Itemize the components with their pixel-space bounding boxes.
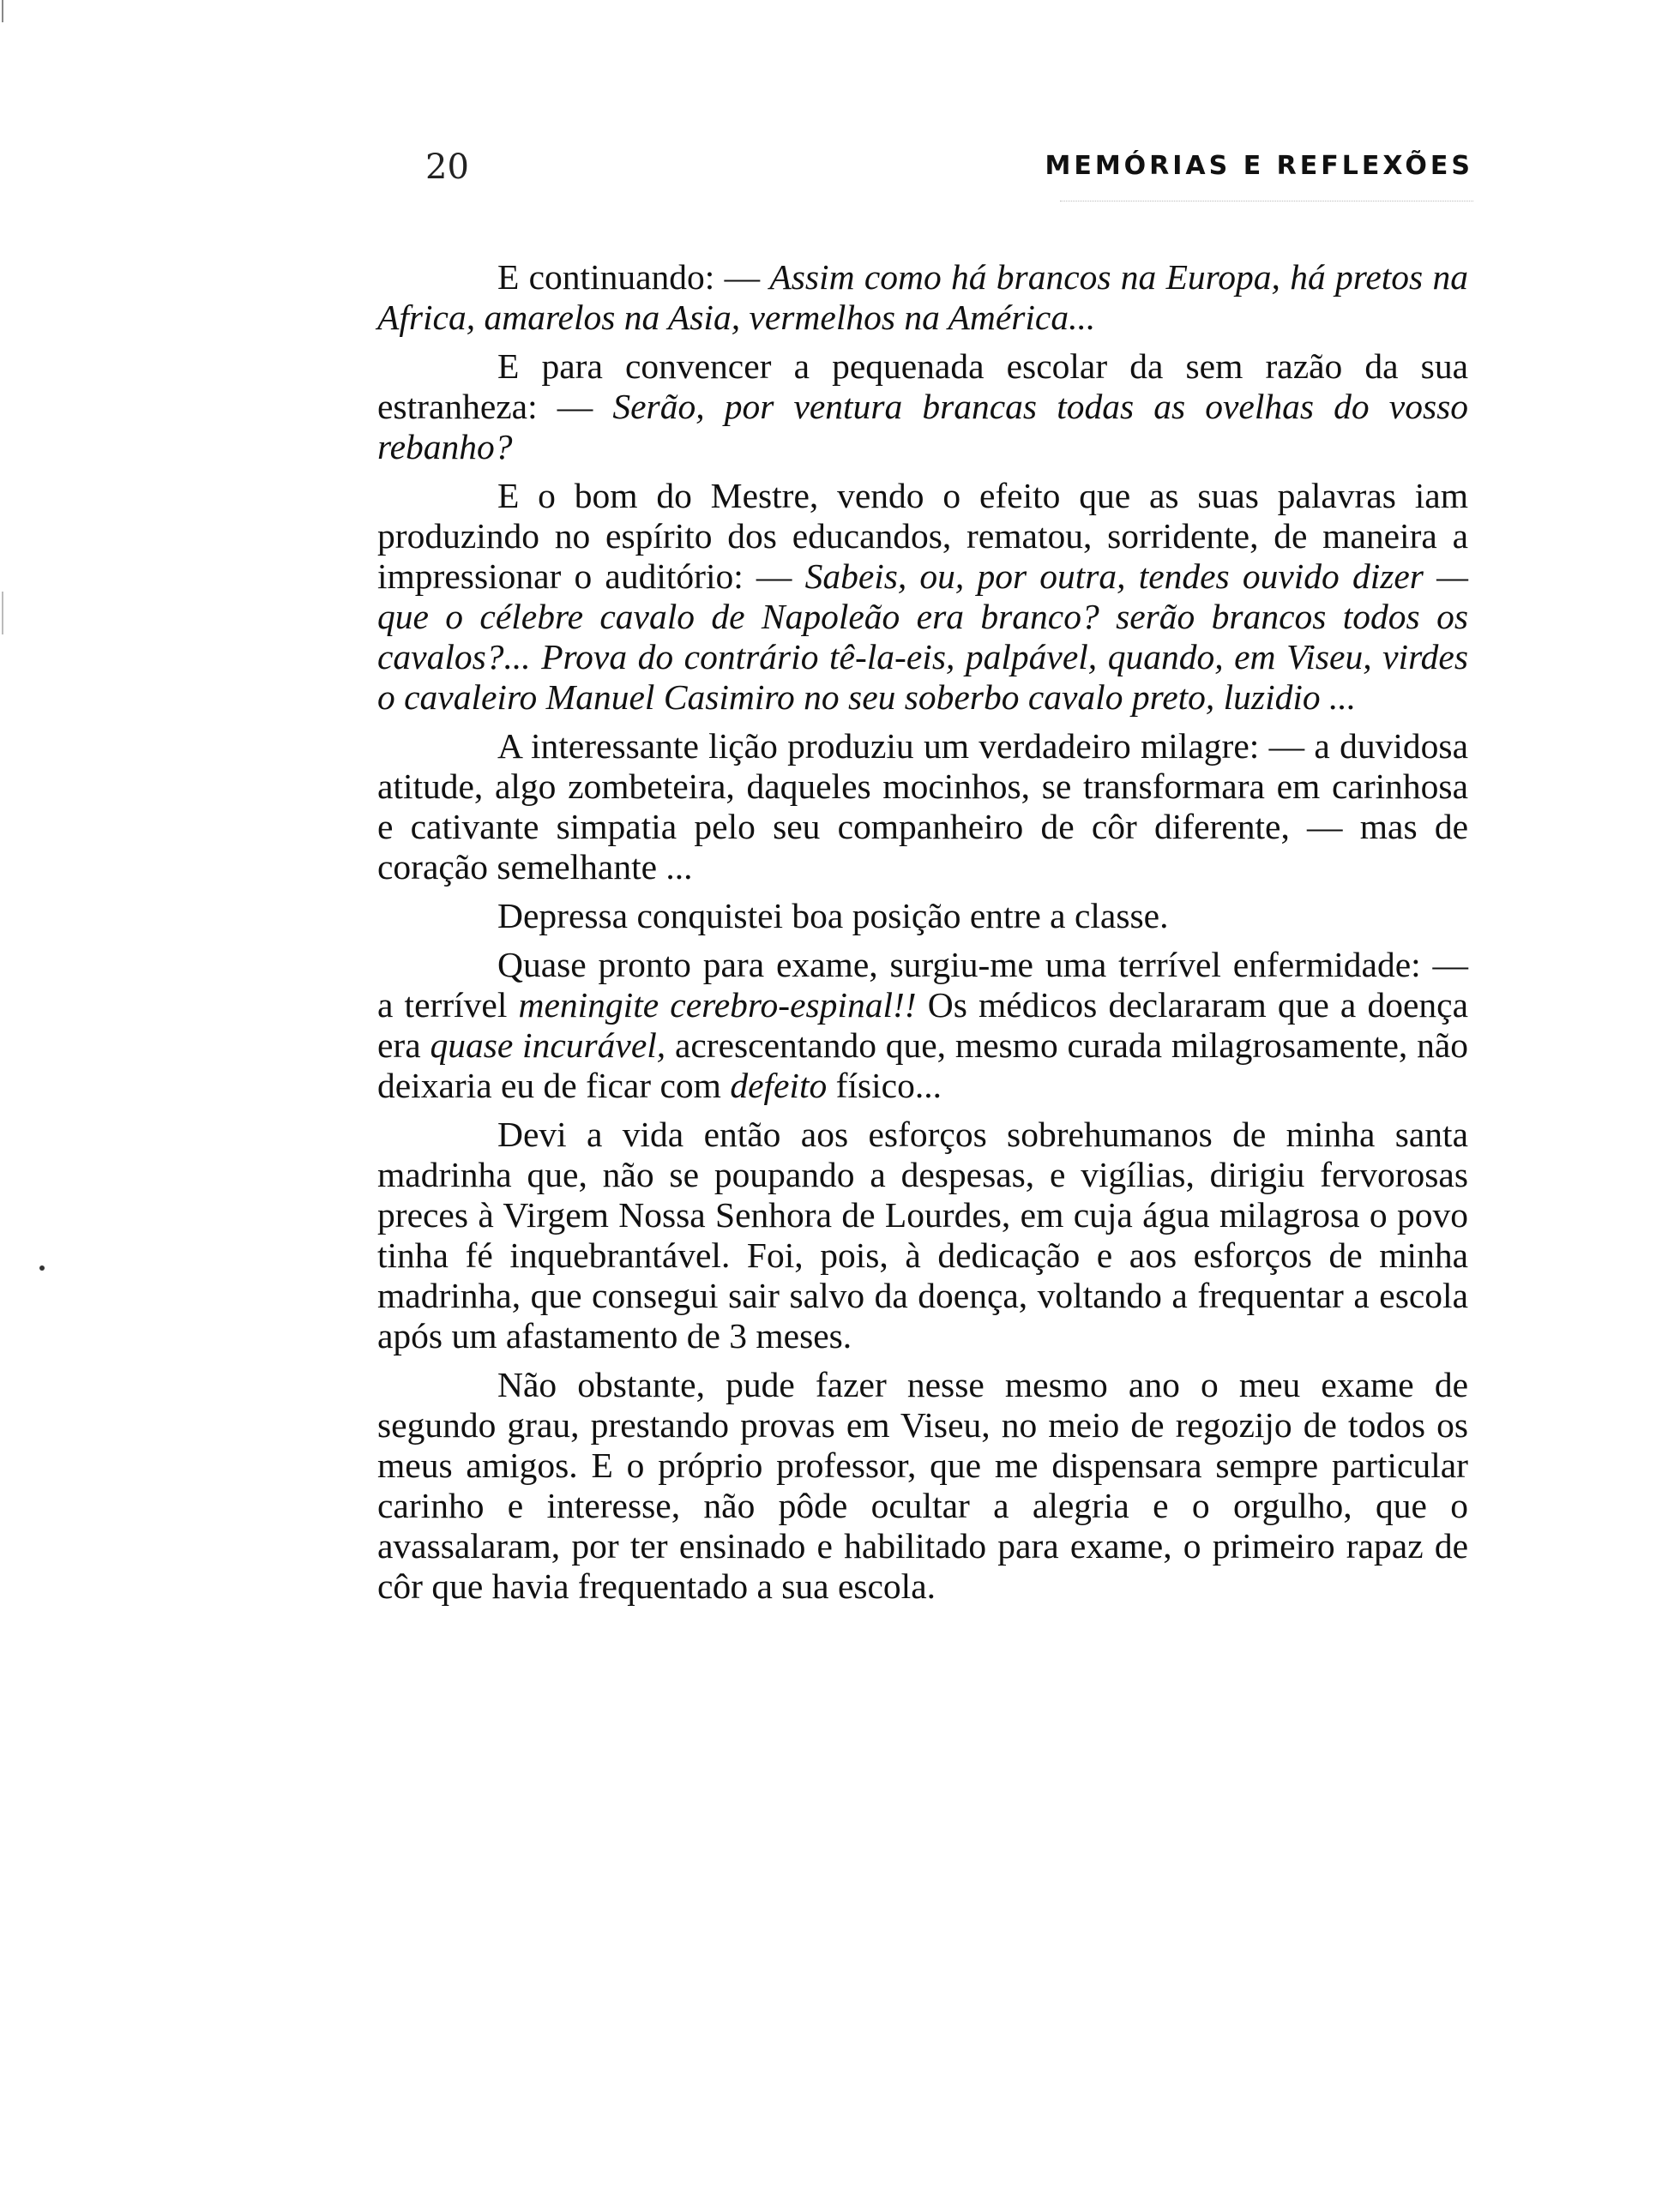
italic-text: Assim como há brancos na Europa, há pretos na Africa, amarelos na Asia, vermelhos na América...: [377, 257, 1468, 337]
page-number: 20: [425, 147, 469, 187]
paragraph: [377, 257, 1468, 338]
text-segment: Os médicos declararam que a doença era: [377, 985, 1468, 1065]
text-segment: acrescentando que, mesmo curada milagrosamente, não deixaria eu de ficar com: [377, 1025, 1468, 1105]
text-segment: E para convencer a pequenada escolar da sem razão da sua estranheza: —: [377, 346, 1468, 426]
text-segment: E o bom do Mestre, vendo o efeito que as suas palavras iam produzindo no espírito dos educandos, rematou, sorridente, de maneira a impressionar o auditório: —: [377, 476, 1468, 596]
italic-text: Sabeis, ou, por outra, tendes ouvido dizer — que o célebre cavalo de Napoleão era branco? serão brancos todos os cavalos?... Prova do contrário tê-la-eis, palpável, quando, em Viseu, virdes o cavaleiro Manuel Casimiro no seu soberbo cavalo preto, luzidio ...: [377, 556, 1468, 717]
italic-text: Serão, por ventura brancas todas as ovelhas do vosso rebanho?: [377, 387, 1468, 466]
text-segment: E continuando: —: [497, 257, 770, 297]
text-segment: Devi a vida então aos esforços sobrehumanos de minha santa madrinha que, não se poupando a despesas, e vigílias, dirigiu fervorosas preces à Virgem Nossa Senhora de Lourdes, em cuja água milagrosa o povo tinha fé inquebrantável. Foi, pois, à dedicação e aos esforços de minha madrinha, que consegui sair salvo da doença, voltando a frequentar a escola após um afastamento de 3 meses.: [377, 1115, 1468, 1355]
text-segment: A interessante lição produziu um verdadeiro milagre: — a duvidosa atitude, algo zombeteira, daqueles mocinhos, se transformara em carinhosa e cativante simpatia pelo seu companheiro de côr diferente, — mas de coração semelhante ...: [377, 726, 1468, 887]
text-segment: físico...: [827, 1066, 942, 1105]
scan-dot: [39, 1265, 45, 1271]
scan-mark: [2, 0, 3, 22]
paragraph: [377, 1365, 1468, 1607]
paragraph: [377, 476, 1468, 718]
paragraph: [377, 346, 1468, 467]
text-segment: Depressa conquistei boa posição entre a classe.: [497, 896, 1169, 935]
paragraph: [377, 1115, 1468, 1356]
paragraph: [377, 945, 1468, 1106]
paragraph: [377, 896, 1468, 936]
italic-text: meningite cerebro-espinal!!: [518, 985, 917, 1025]
page-header: [425, 147, 1473, 207]
scan-mark: [2, 592, 3, 634]
text-segment: Quase pronto para exame, surgiu-me uma terrível enfermidade: — a terrível: [377, 945, 1468, 1025]
italic-text: quase incurável,: [430, 1025, 666, 1065]
italic-text: defeito: [730, 1066, 828, 1105]
paragraph: [377, 726, 1468, 887]
body-text: [377, 257, 1468, 1607]
text-segment: Não obstante, pude fazer nesse mesmo ano o meu exame de segundo grau, prestando provas em Viseu, no meio de regozijo de todos os meus amigos. E o próprio professor, que me dispensara sempre particular carinho e interesse, não pôde ocultar a alegria e o orgulho, que o avassalaram, por ter ensinado e habilitado para exame, o primeiro rapaz de côr que havia frequentado a sua escola.: [377, 1365, 1468, 1606]
running-title: MEMÓRIAS E REFLEXÕES: [1045, 151, 1473, 181]
